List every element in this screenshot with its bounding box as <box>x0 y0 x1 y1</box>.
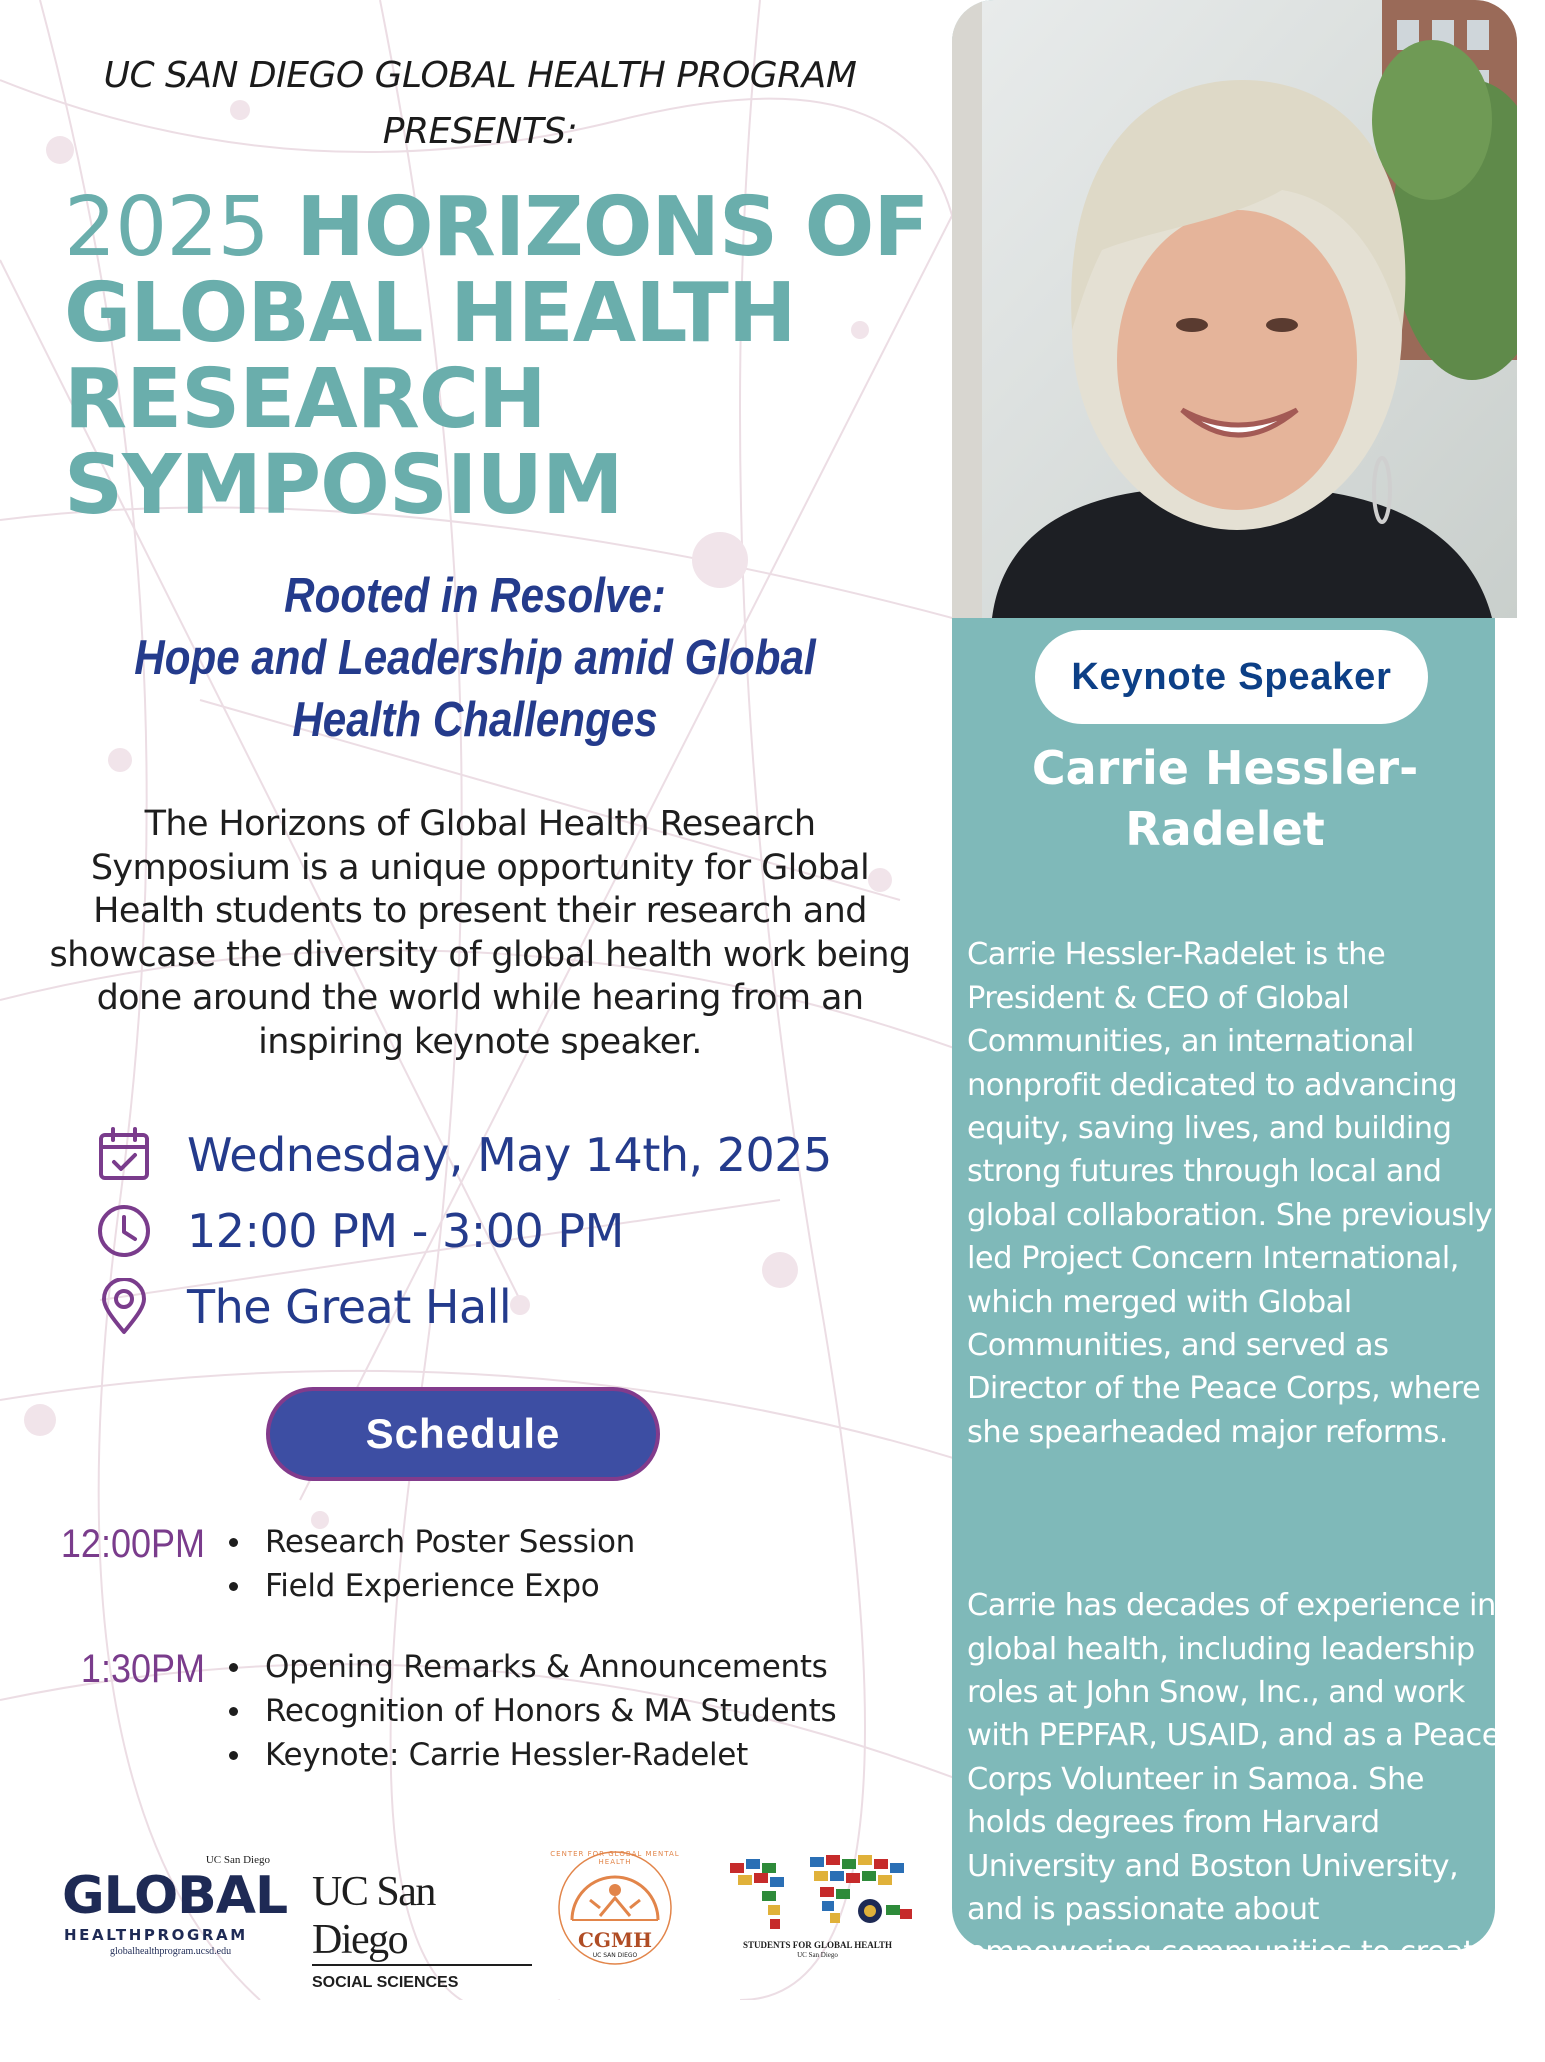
slot-items <box>225 1645 836 1777</box>
speaker-photo <box>952 0 1517 618</box>
sgh-name: STUDENTS FOR GLOBAL HEALTH <box>743 1940 892 1950</box>
cgmh-logo <box>550 1848 680 1968</box>
bio-paragraph-1: Carrie Hessler-Radelet is the President & CEO of Global Communities, an international nonprofit dedicated to advancing equity, saving lives, and building strong futures through local and global collaboration. She previously led Project Concern International, which merged with Global Communities, and served as Director of the Peace Corps, where she spearheaded major reforms. <box>967 937 1493 1450</box>
slot-items <box>225 1520 635 1608</box>
slot-time: 12:00PM <box>60 1522 205 1566</box>
speaker-name: Carrie Hessler-Radelet <box>1031 741 1419 856</box>
location-pin-icon <box>95 1278 153 1336</box>
logo-global-url: globalhealthprogram.ucsd.edu <box>110 1946 232 1957</box>
date-row <box>95 1120 832 1190</box>
logo-ucsd-small: UC San Diego <box>205 1854 270 1866</box>
bio-spacer <box>967 1498 1502 1541</box>
presenter-line: UC SAN DIEGO GLOBAL HEALTH PROGRAM PRESENTS: <box>103 55 857 152</box>
time-row <box>95 1196 624 1266</box>
event-title <box>64 180 944 533</box>
theme-line-1: Rooted in Resolve: <box>284 569 666 623</box>
keynote-badge: Keynote Speaker <box>1035 630 1428 724</box>
intro-paragraph: The Horizons of Global Health Research Symposium is a unique opportunity for Global Health students to present their research and showcase the diversity of global health work being done around the world while hearing from an inspiring keynote speaker. <box>49 804 911 1062</box>
list-item: Opening Remarks & Announcements <box>225 1645 836 1689</box>
students-for-global-health-logo <box>710 1845 925 1965</box>
list-item: Keynote: Carrie Hessler-Radelet <box>225 1733 836 1777</box>
world-flags-map <box>710 1845 925 1940</box>
bio-paragraph-2: Carrie has decades of experience in global health, including leadership roles at John Snow, Inc., and work with PEPFAR, USAID, and as a Peace Corps Volunteer in Samoa. She holds degrees from Harvard University and Boston University, and is passionate about empowering communities to create sustainable change. <box>967 1588 1500 2014</box>
speaker-bio <box>967 890 1502 2062</box>
sgh-sub: UC San Diego <box>797 1951 838 1959</box>
slot-time: 1:30PM <box>80 1647 205 1691</box>
event-theme <box>118 565 832 751</box>
cgmh-ring-text: CENTER FOR GLOBAL MENTAL HEALTH <box>550 1850 680 1866</box>
uc-san-diego-social-sciences-logo <box>312 1868 542 1991</box>
global-health-program-logo <box>62 1854 292 1958</box>
list-item: Research Poster Session <box>225 1520 635 1564</box>
schedule-button[interactable]: Schedule <box>266 1387 660 1481</box>
event-location: The Great Hall <box>187 1280 512 1334</box>
logo-global-word: GLOBAL <box>62 1866 288 1926</box>
cgmh-abbr: CGMH <box>577 1928 653 1952</box>
title-text: HORIZONS OF GLOBAL HEALTH RESEARCH SYMPOSIUM <box>64 180 929 533</box>
location-row <box>95 1272 511 1342</box>
theme-line-2: Hope and Leadership amid Global Health Challenges <box>134 631 816 747</box>
event-time: 12:00 PM - 3:00 PM <box>187 1204 624 1258</box>
title-year: 2025 <box>64 180 269 275</box>
clock-icon <box>95 1202 153 1260</box>
logo-global-sub: HEALTHPROGRAM <box>64 1926 248 1944</box>
calendar-icon <box>95 1126 153 1184</box>
cgmh-sub: UC SAN DIEGO <box>592 1952 638 1959</box>
logo-ucsd-sub: SOCIAL SCIENCES <box>312 1974 459 1991</box>
list-item: Recognition of Honors & MA Students <box>225 1689 836 1733</box>
event-date: Wednesday, May 14th, 2025 <box>187 1128 832 1182</box>
logo-ucsd-word: UC San Diego <box>312 1868 532 1966</box>
speaker-portrait-illustration <box>952 0 1517 618</box>
list-item: Field Experience Expo <box>225 1564 635 1608</box>
